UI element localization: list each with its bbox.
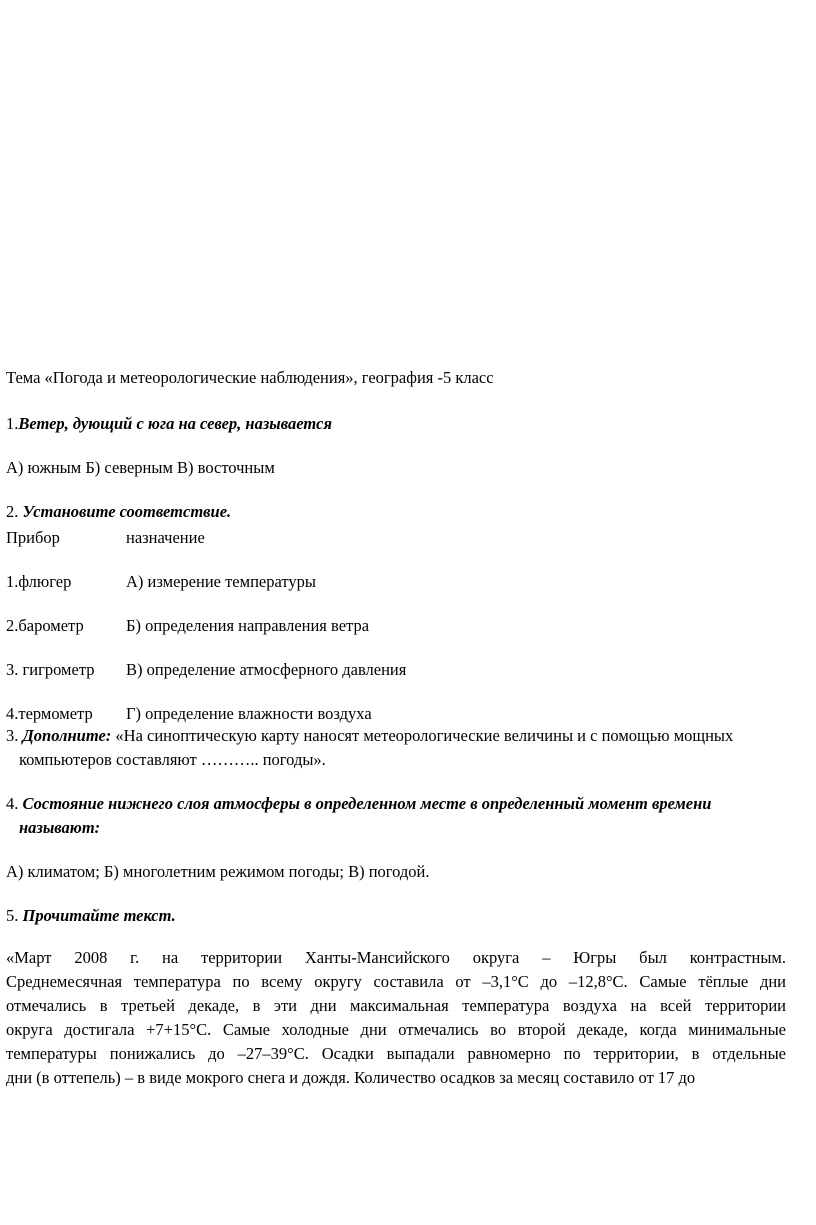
question-2-text: Установите соответствие. [22,502,232,521]
match-row-purpose: В) определение атмосферного давления [126,660,407,679]
reading-text-line: дни (в оттепель) – в виде мокрого снега и дождя. Количество осадков за месяц составило от 17 до [6,1068,696,1087]
match-row-device: 1.флюгер [6,572,72,591]
match-row-device: 2.барометр [6,616,84,635]
question-4 [6,794,711,814]
match-row [6,572,316,592]
question-4-number: 4. [6,794,23,813]
match-row-device: 3. гигрометр [6,660,95,679]
reading-text-line: округа достигала +7+15°С. Самые холодные дни отмечались во второй декаде, когда минимальные [6,1020,786,1039]
reading-text-line: «Март 2008 г. на территории Ханты-Мансийского округа – Югры был контрастным. [6,948,786,967]
question-5-text: Прочитайте текст. [22,906,176,925]
question-4-text-line2: называют: [19,818,101,837]
reading-text-line: температуры понижались до –27–39°С. Осадки выпадали равномерно по территории, в отдельные [6,1044,786,1063]
question-3-text-line2: компьютеров составляют ……….. погоды». [19,750,326,769]
match-row-purpose: А) измерение температуры [126,572,316,591]
question-4-answers: А) климатом; Б) многолетним режимом погоды; В) погодой. [6,862,430,881]
question-1-answers: А) южным Б) северным В) восточным [6,458,275,477]
question-1-text: Ветер, дующий с юга на север, называется [18,414,332,433]
question-3-text-line1: «На синоптическую карту наносят метеорологические величины и с помощью мощных [111,726,734,745]
match-row [6,616,370,636]
header-device: Прибор [6,528,60,547]
match-row-purpose: Б) определения направления ветра [126,616,370,635]
header-purpose: назначение [126,528,205,547]
question-3 [6,726,733,746]
match-table-header [6,528,205,548]
match-row-device: 4.термометр [6,704,93,723]
question-1-number: 1. [6,414,19,433]
match-row [6,704,372,724]
question-2 [6,502,231,522]
match-row-purpose: Г) определение влажности воздуха [126,704,372,723]
question-2-number: 2. [6,502,23,521]
question-4-text-line1: Состояние нижнего слоя атмосферы в определенном месте в определенный момент времени [22,794,712,813]
question-3-label: Дополните: [22,726,112,745]
match-row [6,660,407,680]
question-1 [6,414,332,434]
document-title: Тема «Погода и метеорологические наблюдения», география -5 класс [6,368,494,387]
question-5-number: 5. [6,906,23,925]
reading-text-line: Среднемесячная температура по всему округу составила от –3,1°С до –12,8°С. Самые тёплые дни [6,972,786,991]
question-3-number: 3. [6,726,23,745]
reading-text-line: отмечались в третьей декаде, в эти дни максимальная температура воздуха на всей территории [6,996,786,1015]
question-5 [6,906,176,926]
